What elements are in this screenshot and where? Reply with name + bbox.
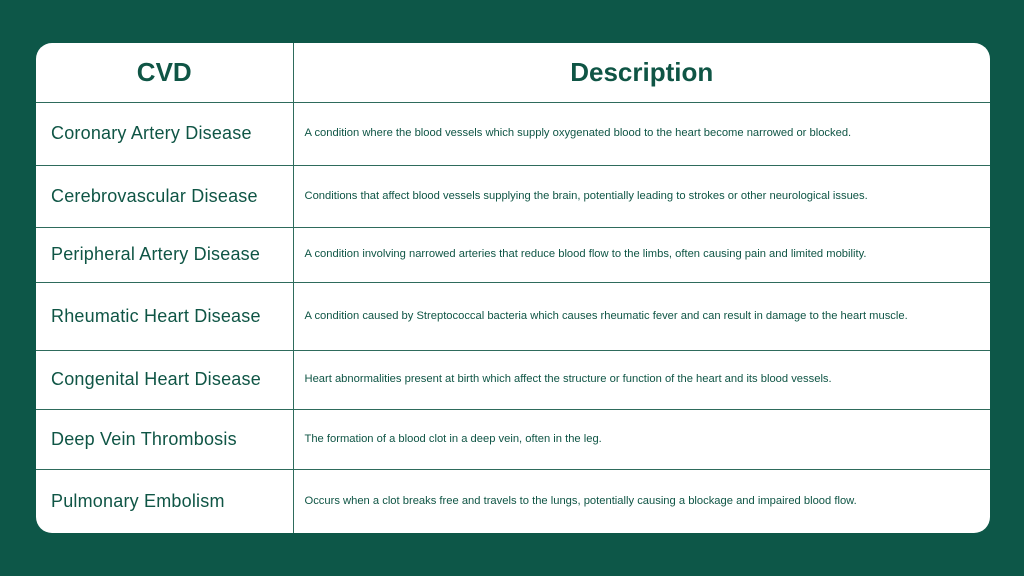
disease-description: The formation of a blood clot in a deep vein, often in the leg. bbox=[293, 409, 990, 469]
disease-name: Rheumatic Heart Disease bbox=[36, 282, 293, 350]
disease-description: A condition involving narrowed arteries that reduce blood flow to the limbs, often causing pain and limited mobility. bbox=[293, 227, 990, 282]
header-description: Description bbox=[293, 43, 990, 102]
disease-name: Cerebrovascular Disease bbox=[36, 165, 293, 227]
table-row bbox=[36, 102, 990, 165]
cvd-table-card bbox=[36, 43, 990, 533]
disease-name: Congenital Heart Disease bbox=[36, 350, 293, 409]
disease-description: A condition where the blood vessels which supply oxygenated blood to the heart become narrowed or blocked. bbox=[293, 102, 990, 165]
table-row bbox=[36, 469, 990, 533]
disease-name: Coronary Artery Disease bbox=[36, 102, 293, 165]
table-row bbox=[36, 165, 990, 227]
table-row bbox=[36, 409, 990, 469]
disease-description: A condition caused by Streptococcal bacteria which causes rheumatic fever and can result in damage to the heart muscle. bbox=[293, 282, 990, 350]
disease-name: Peripheral Artery Disease bbox=[36, 227, 293, 282]
table-row bbox=[36, 227, 990, 282]
table-row bbox=[36, 350, 990, 409]
disease-description: Occurs when a clot breaks free and travels to the lungs, potentially causing a blockage and impaired blood flow. bbox=[293, 469, 990, 533]
header-cvd: CVD bbox=[36, 43, 293, 102]
table-header-row bbox=[36, 43, 990, 102]
table-row bbox=[36, 282, 990, 350]
disease-description: Heart abnormalities present at birth which affect the structure or function of the heart and its blood vessels. bbox=[293, 350, 990, 409]
cvd-table bbox=[36, 43, 990, 533]
disease-name: Deep Vein Thrombosis bbox=[36, 409, 293, 469]
disease-description: Conditions that affect blood vessels supplying the brain, potentially leading to strokes or other neurological issues. bbox=[293, 165, 990, 227]
disease-name: Pulmonary Embolism bbox=[36, 469, 293, 533]
